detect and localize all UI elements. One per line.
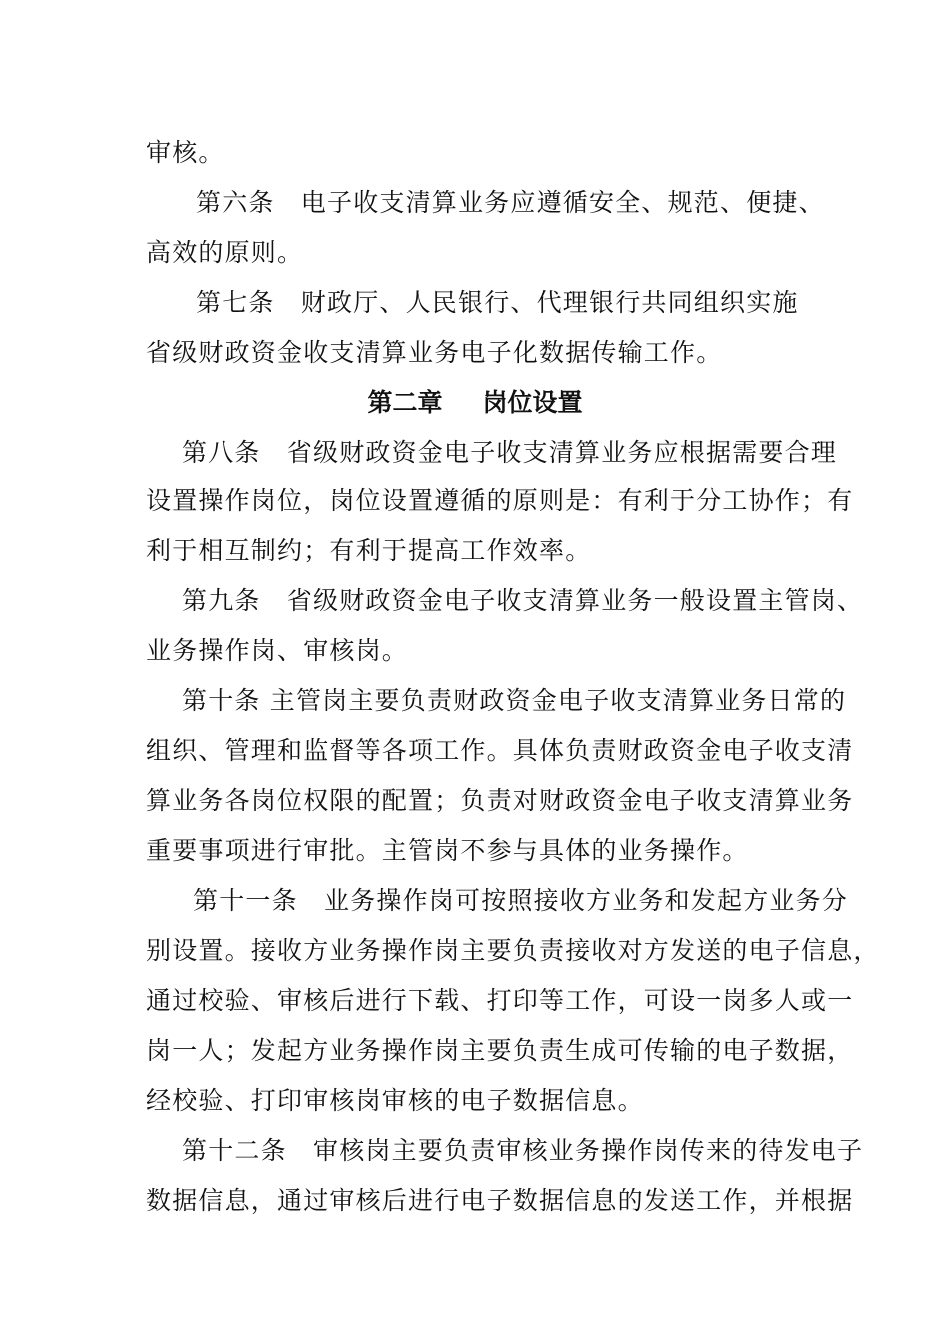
text-line: 设置操作岗位，岗位设置遵循的原则是：有利于分工协作；有: [146, 486, 854, 515]
text-line: 重要事项进行审批。主管岗不参与具体的业务操作。: [146, 836, 749, 865]
article-9-line: 第九条 省级财政资金电子收支清算业务一般设置主管岗、: [182, 586, 864, 615]
text-line: 省级财政资金收支清算业务电子化数据传输工作。: [146, 338, 723, 367]
article-12-line: 第十二条 审核岗主要负责审核业务操作岗传来的待发电子: [182, 1136, 864, 1165]
chapter-heading: [0, 388, 950, 418]
chapter-number: 第二章: [367, 388, 443, 417]
text-line: 岗一人；发起方业务操作岗主要负责生成可传输的电子数据，: [146, 1036, 854, 1065]
chapter-title: 岗位设置: [482, 388, 583, 417]
text-line: 组织、管理和监督等各项工作。具体负责财政资金电子收支清: [146, 736, 854, 765]
text-line: 别设置。接收方业务操作岗主要负责接收对方发送的电子信息，: [146, 936, 880, 965]
text-line: 通过校验、审核后进行下载、打印等工作，可设一岗多人或一: [146, 986, 854, 1015]
text-line: 审核。: [146, 138, 225, 167]
text-line: 利于相互制约；有利于提高工作效率。: [146, 536, 592, 565]
text-line: 高效的原则。: [146, 238, 304, 267]
text-line: 算业务各岗位权限的配置；负责对财政资金电子收支清算业务: [146, 786, 854, 815]
article-10-line: 第十条 主管岗主要负责财政资金电子收支清算业务日常的: [182, 686, 847, 715]
text-line: 经校验、打印审核岗审核的电子数据信息。: [146, 1086, 644, 1115]
article-6-line: 第六条 电子收支清算业务应遵循安全、规范、便捷、: [196, 188, 825, 217]
article-11-line: 第十一条 业务操作岗可按照接收方业务和发起方业务分: [193, 886, 849, 915]
text-line: 数据信息，通过审核后进行电子数据信息的发送工作，并根据: [146, 1186, 854, 1215]
article-7-line: 第七条 财政厅、人民银行、代理银行共同组织实施: [196, 288, 799, 317]
article-8-line: 第八条 省级财政资金电子收支清算业务应根据需要合理: [182, 438, 838, 467]
text-line: 业务操作岗、审核岗。: [146, 636, 409, 665]
